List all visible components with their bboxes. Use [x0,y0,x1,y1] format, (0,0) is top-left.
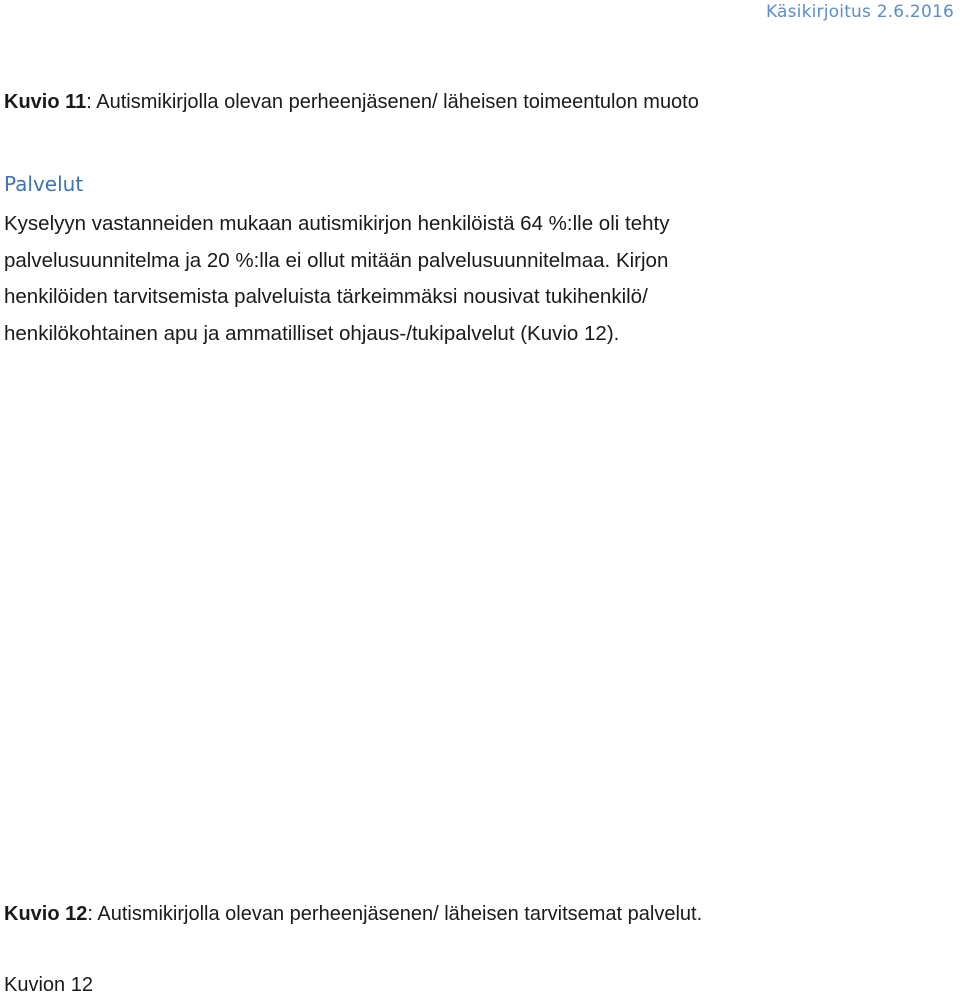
figure-12-label: Kuvio 12 [4,903,88,925]
figure-12-caption-text: : Autismikirjolla olevan perheenjäsenen/ läheisen tarvitsemat palvelut. [87,903,703,925]
services-paragraph [4,206,904,352]
paragraph-line: henkilökohtainen apu ja ammatilliset ohjaus-/tukipalvelut (Kuvio 12). [4,321,620,345]
paragraph-line: henkilöiden tarvitsemista palveluista tärkeimmäksi nousivat tukihenkilö/ [4,285,648,308]
paragraph-line: palvelusuunnitelma ja 20 %:lla ei ollut mitään palvelusuunnitelmaa. Kirjon [4,248,669,272]
paragraph-line: Kyselyyn vastanneiden mukaan autismikirjon henkilöistä 64 %:lle oli tehty [4,212,670,235]
figure-11-label: Kuvio 11 [4,91,87,113]
figure-11-caption [4,90,699,114]
figure-12-caption [4,902,702,926]
section-heading-palvelut: Palvelut [4,172,84,196]
figure-12-continuation-text: Kuvion 12 [4,974,93,996]
figure-11-caption-text: : Autismikirjolla olevan perheenjäsenen/ läheisen toimeentulon muoto [86,91,699,113]
manuscript-date-header: Käsikirjoitus 2.6.2016 [765,2,954,22]
